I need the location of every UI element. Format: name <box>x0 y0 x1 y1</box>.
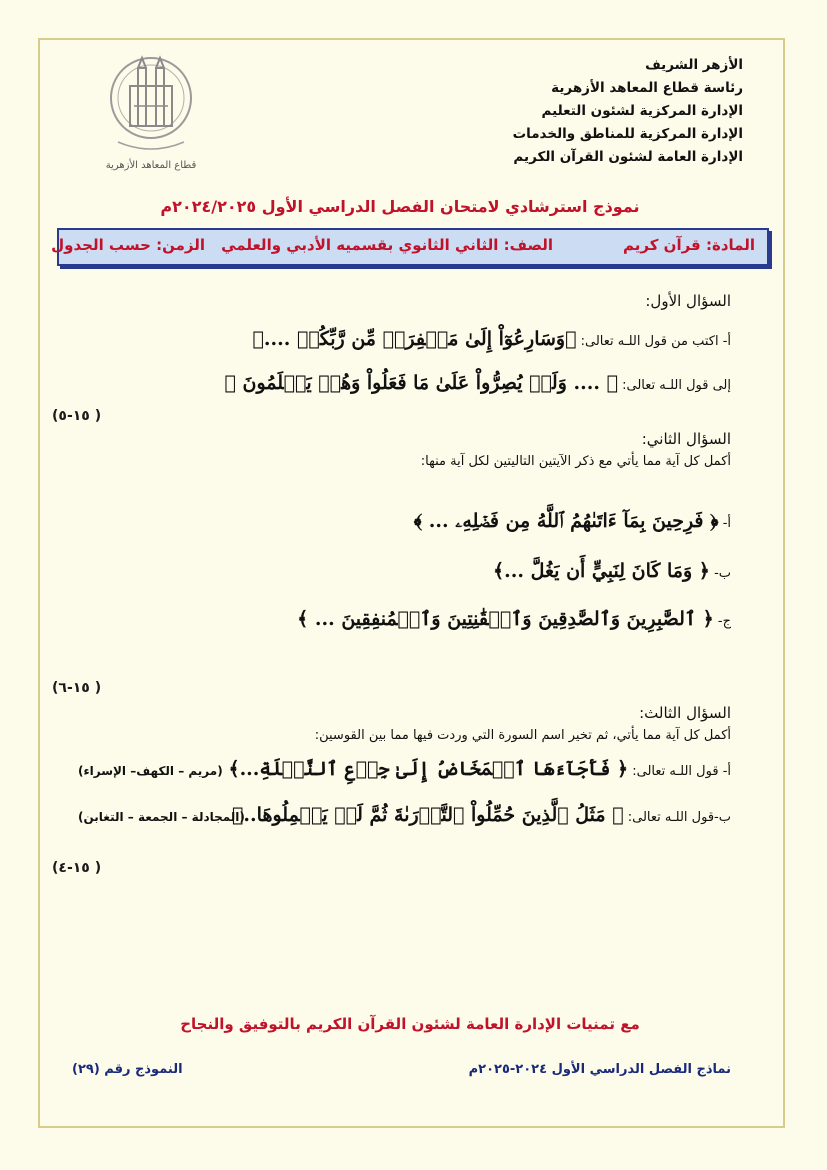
q2-title: السؤال الثاني: <box>641 430 731 448</box>
header-line-3: الإدارة المركزية لشئون التعليم <box>541 103 743 119</box>
logo-caption: قطاع المعاهد الأزهرية <box>105 160 197 171</box>
q3-title: السؤال الثالث: <box>639 704 731 722</box>
q2-item-a <box>414 510 731 532</box>
header-line-4: الإدارة المركزية للمناطق والخدمات <box>512 126 743 142</box>
q3-b-verse: ﴿ مَثَلُ ٱلَّذِينَ حُمِّلُواْ ٱلتَّوۡرَىٰةَ ثُمَّ لَمۡ يَحۡمِلُوهَا..﴾ <box>232 804 624 826</box>
header-institution <box>383 54 743 169</box>
q1-item-b <box>225 372 731 394</box>
q2-c-verse: ﴿ ٱلصَّٰبِرِينَ وَٱلصَّٰدِقِينَ وَٱلۡقَٰنِتِينَ وَٱلۡمُنفِقِينَ ... ﴾ <box>297 608 714 630</box>
q1-b-label: إلى قول اللـه تعالى: <box>622 378 731 393</box>
q3-item-b <box>232 804 731 826</box>
header-line-5: الإدارة العامة لشئون القرآن الكريم <box>513 149 743 165</box>
q1-marks: (١٥-٥ ) <box>52 408 102 424</box>
q2-marks: (١٥-٦ ) <box>52 680 102 696</box>
q3-a-verse: ﴿ فَأَجَآءَهَا ٱلۡمَخَاضُ إِلَىٰ جِذۡعِ ٱلنَّخۡلَةِ...﴾ <box>228 758 629 780</box>
closing-wish: مع تمنيات الإدارة العامة لشئون القرآن الكريم بالتوفيق والنجاح <box>180 1015 640 1033</box>
q3-item-a <box>228 758 731 780</box>
q2-c-label: ج- <box>717 614 731 629</box>
q1-a-verse: ﴿وَسَارِعُوٓاْ إِلَىٰ مَغۡفِرَةٖ مِّن رَّبِّكُمۡ ....﴾ <box>252 328 577 350</box>
exam-info-box <box>51 228 769 266</box>
q2-a-label: أ- <box>722 516 731 531</box>
header-line-1: الأزهر الشريف <box>645 57 743 73</box>
q3-instruction: أكمل كل آية مما يأتي، ثم تخير اسم السورة التي وردت فيها مما بين القوسين: <box>314 728 731 743</box>
q2-item-c <box>297 608 731 630</box>
azhar-logo <box>108 46 194 158</box>
footer-model-number: النموذج رقم (٢٩) <box>72 1062 183 1077</box>
q2-b-verse: ﴿ وَمَا كَانَ لِنَبِيٍّ أَن يَغُلَّ ...﴾ <box>493 560 710 582</box>
q2-a-verse: ﴿ فَرِحِينَ بِمَآ ءَاتَىٰهُمُ ٱللَّهُ مِن فَضۡلِهِۦ ... ﴾ <box>413 510 719 532</box>
q3-a-label: أ- قول اللـه تعالى: <box>632 764 731 779</box>
subject-label: المادة: قرآن كريم <box>622 236 755 254</box>
grade-label: الصف: الثاني الثانوي بقسميه الأدبي والعلمي <box>221 236 553 254</box>
q2-item-b <box>493 560 731 582</box>
q2-instruction: أكمل كل آية مما يأتي مع ذكر الآيتين التاليتين لكل آية منها: <box>420 454 731 469</box>
q2-b-label: ب- <box>714 566 731 581</box>
q1-b-verse: ﴿ .... وَلَمۡ يُصِرُّواْ عَلَىٰ مَا فَعَلُواْ وَهُمۡ يَعۡلَمُونَ ﴾ <box>224 372 618 394</box>
q3-a-options: (مريم – الكهف– الإسراء) <box>78 764 223 778</box>
header-line-2: رئاسة قطاع المعاهد الأزهرية <box>551 80 743 96</box>
q3-b-options: (المجادلة – الجمعة – التغابن) <box>78 810 245 824</box>
q3-marks: (١٥-٤ ) <box>52 860 102 876</box>
q1-title: السؤال الأول: <box>645 292 731 310</box>
time-label: الزمن: حسب الجدول <box>51 236 205 254</box>
q1-a-label: أ- اكتب من قول اللـه تعالى: <box>580 334 731 349</box>
q3-b-label: ب-قول اللـه تعالى: <box>627 810 731 825</box>
footer-semester: نماذج الفصل الدراسي الأول ٢٠٢٤-٢٠٢٥م <box>468 1062 731 1077</box>
exam-title: نموذج استرشادي لامتحان الفصل الدراسي الأول ٢٠٢٤/٢٠٢٥م <box>160 197 640 216</box>
q1-item-a <box>252 328 731 350</box>
